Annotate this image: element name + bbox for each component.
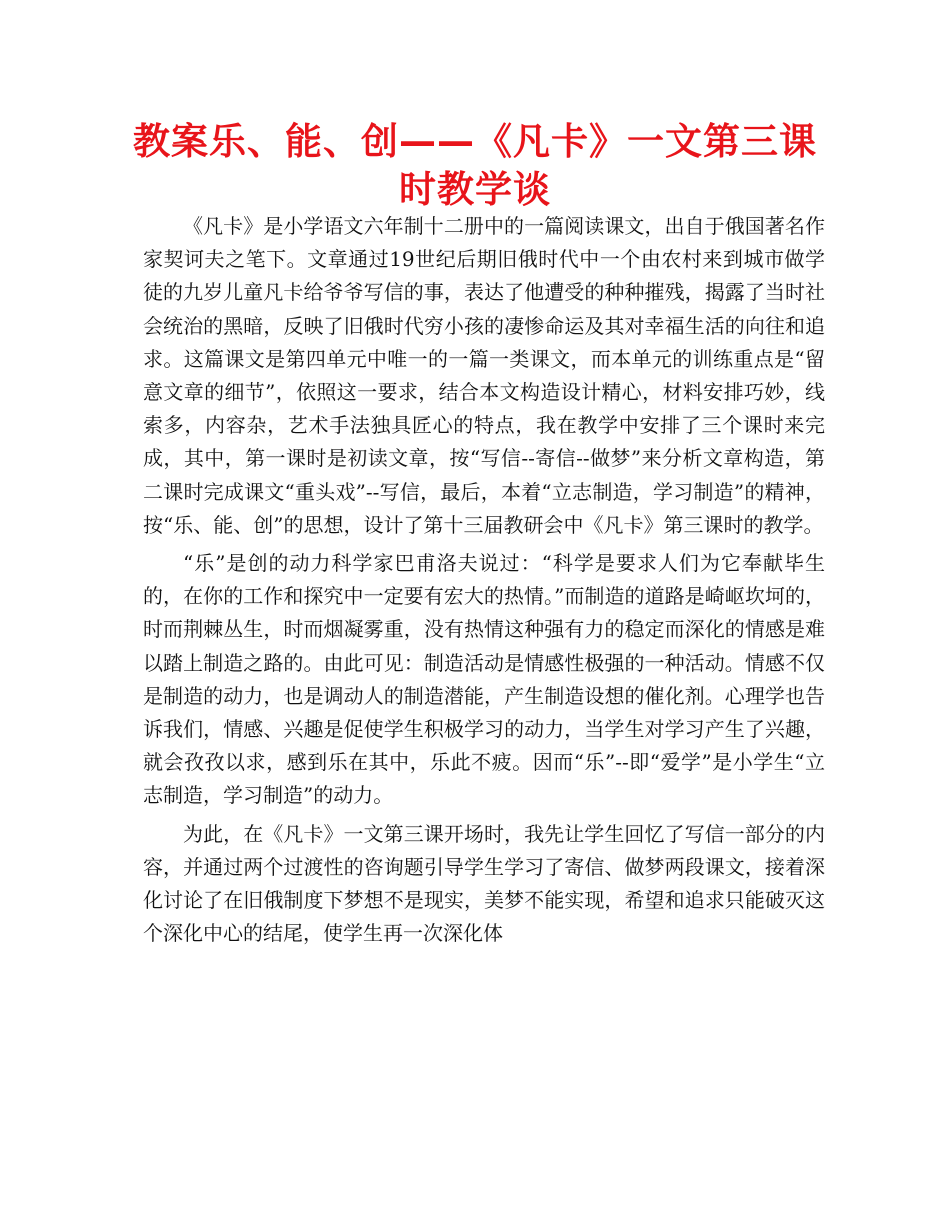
- document-body: [143, 210, 825, 955]
- paragraph-lesson-start: 为此，在《凡卡》一文第三课开场时，我先让学生回忆了写信一部分的内容，并通过两个过渡性的咨询题引导学生学习了寄信、做梦两段课文，接着深化讨论了在旧俄制度下梦想不是现实，美梦不能实现，希望和追求只能破灭这个深化中心的结尾，使学生再一次深化体: [143, 821, 825, 946]
- paragraph-intro: 《凡卡》是小学语文六年制十二册中的一篇阅读课文，出自于俄国著名作家契诃夫之笔下。文章通过19世纪后期旧俄时代中一个由农村来到城市做学徒的九岁儿童凡卡给爷爷写信的事，表达了他遭受的种种摧残，揭露了当时社会统治的黑暗，反映了旧俄时代穷小孩的凄惨命运及其对幸福生活的向往和追求。这篇课文是第四单元中唯一的一篇一类课文，而本单元的训练重点是“留意文章的细节”，依照这一要求，结合本文构造设计精心，材料安排巧妙，线索多，内容杂，艺术手法独具匠心的特点，我在教学中安排了三个课时来完成，其中，第一课时是初读文章，按“写信--寄信--做梦”来分析文章构造，第二课时完成课文“重头戏”--写信，最后，本着“立志制造，学习制造”的精神，按“乐、能、创”的思想，设计了第十三届教研会中《凡卡》第三课时的教学。: [143, 214, 825, 537]
- paragraph-le: “乐”是创的动力科学家巴甫洛夫说过：“科学是要求人们为它奉献毕生的，在你的工作和探究中一定要有宏大的热情。”而制造的道路是崎岖坎坷的，时而荆棘丛生，时而烟凝雾重，没有热情这种强有力的稳定而深化的情感是难以踏上制造之路的。由此可见：制造活动是情感性极强的一种活动。情感不仅是制造的动力，也是调动人的制造潜能，产生制造设想的催化剂。心理学也告诉我们，情感、兴趣是促使学生积极学习的动力，当学生对学习产生了兴趣，就会孜孜以求，感到乐在其中，乐此不疲。因而“乐”--即“爱学”是小学生“立志制造，学习制造”的动力。: [143, 551, 825, 808]
- document-title: 教案乐、能、创——《凡卡》一文第三课时教学谈: [133, 120, 817, 211]
